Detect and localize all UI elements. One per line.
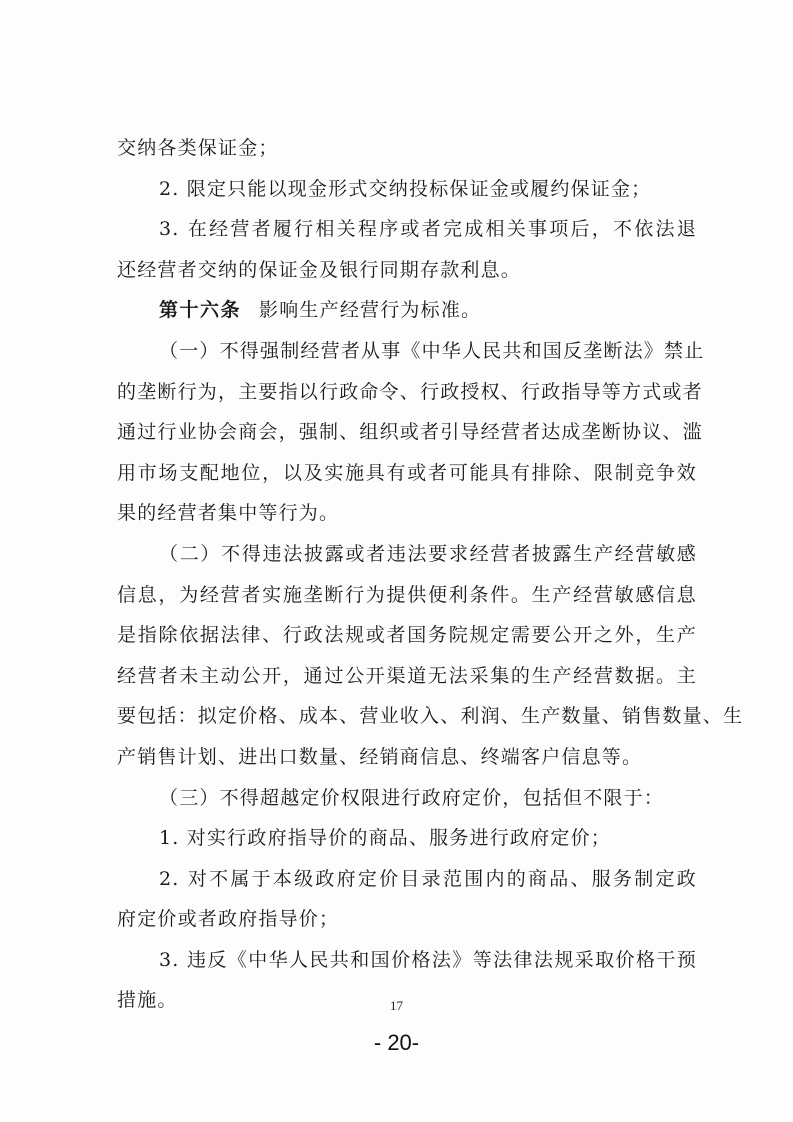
- article-title: 第十六条: [159, 299, 242, 322]
- article-heading-text: 影响生产经营行为标准。: [259, 299, 482, 322]
- article-heading-line: [117, 290, 697, 331]
- page-number-small: 17: [390, 998, 403, 1013]
- text-line: 要包括：拟定价格、成本、营业收入、利润、生产数量、销售数量、生: [117, 705, 744, 728]
- text-line: 3. 违反《中华人民共和国价格法》等法律法规采取价格干预: [159, 948, 697, 971]
- text-line: （三）不得超越定价权限进行政府定价，包括但不限于：: [159, 786, 665, 809]
- text-line: 交纳各类保证金；: [117, 137, 279, 159]
- text-line: 产销售计划、进出口数量、经销商信息、终端客户信息等。: [117, 745, 643, 768]
- document-body: [117, 128, 744, 1021]
- text-line: 2. 限定只能以现金形式交纳投标保证金或履约保证金；: [159, 177, 652, 200]
- text-line: 通过行业协会商会，强制、组织或者引导经营者达成垄断协议、滥: [117, 421, 703, 444]
- text-line: 用市场支配地位，以及实施具有或者可能具有排除、限制竞争效: [117, 461, 697, 484]
- text-line: 3. 在经营者履行相关程序或者完成相关事项后，不依法退: [159, 218, 697, 241]
- text-line: 措施。: [117, 989, 178, 1012]
- text-line: 果的经营者集中等行为。: [117, 502, 340, 525]
- text-line: 1. 对实行政府指导价的商品、服务进行政府定价；: [159, 827, 611, 850]
- text-line: （一）不得强制经营者从事《中华人民共和国反垄断法》禁止: [159, 339, 705, 362]
- text-line: 经营者未主动公开，通过公开渠道无法采集的生产经营数据。主: [117, 664, 697, 687]
- text-line: 是指除依据法律、行政法规或者国务院规定需要公开之外，生产: [117, 624, 697, 647]
- text-line: 的垄断行为，主要指以行政命令、行政授权、行政指导等方式或者: [117, 380, 703, 403]
- text-line: 还经营者交纳的保证金及银行同期存款利息。: [117, 258, 522, 281]
- text-line: 2. 对不属于本级政府定价目录范围内的商品、服务制定政: [159, 867, 697, 890]
- text-line: 信息，为经营者实施垄断行为提供便利条件。生产经营敏感信息: [117, 583, 697, 606]
- text-line: 府定价或者政府指导价；: [117, 908, 340, 931]
- page-number-big: - 20-: [373, 1030, 420, 1055]
- text-line: （二）不得违法披露或者违法要求经营者披露生产经营敏感: [159, 542, 697, 565]
